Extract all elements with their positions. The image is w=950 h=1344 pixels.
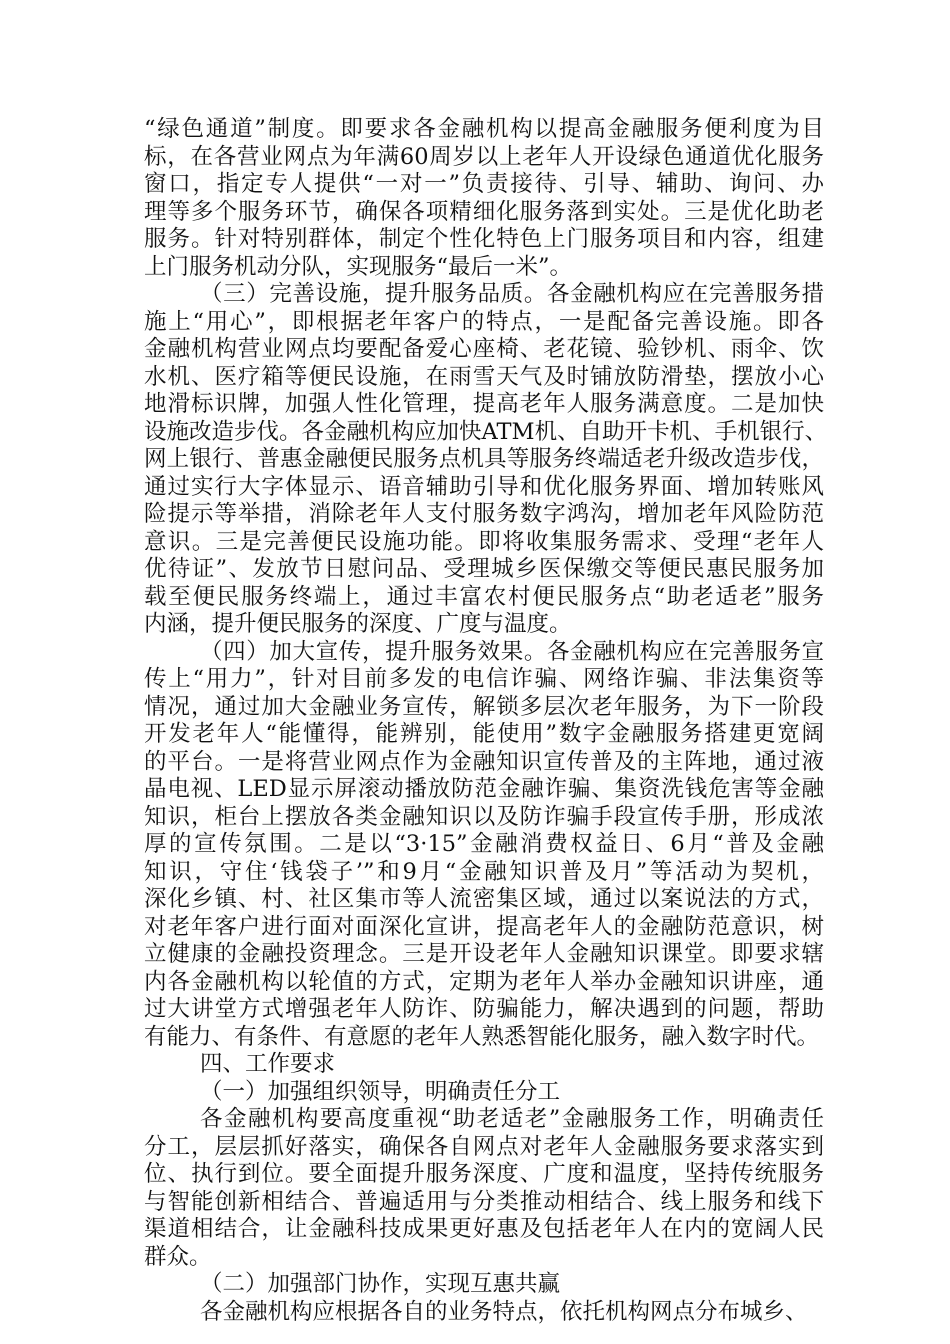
text-line: 标，在各营业网点为年满60周岁以上老年人开设绿色通道优化服务 <box>144 143 824 170</box>
text-line: 位、执行到位。要全面提升服务深度、广度和温度，坚持传统服务 <box>144 1161 824 1187</box>
text-line: 意识。三是完善便民设施功能。即将收集服务需求、受理“老年人 <box>144 528 824 555</box>
text-line: 水机、医疗箱等便民设施，在雨雪天气及时铺放防滑垫，摆放小心 <box>144 363 824 390</box>
text-line: 晶电视、LED显示屏滚动播放防范金融诈骗、集资洗钱危害等金融 <box>144 776 824 802</box>
text-line: 各金融机构应根据各自的业务特点，依托机构网点分布城乡、 <box>200 1298 808 1325</box>
text-line: 上门服务机动分队，实现服务“最后一米”。 <box>144 253 573 280</box>
paragraph-publicity <box>144 639 824 1052</box>
paragraph-cooperation <box>144 1299 824 1327</box>
text-line: 对老年客户进行面对面深化宣讲，提高老年人的金融防范意识，树 <box>144 913 824 940</box>
text-line: 施上“用心”，即根据老年客户的特点，一是配备完善设施。即各 <box>144 308 824 335</box>
paragraph <box>144 116 824 281</box>
section-heading <box>144 1051 824 1079</box>
text-line: 内涵，提升便民服务的深度、广度与温度。 <box>144 611 572 637</box>
paragraph-facilities <box>144 281 828 639</box>
text-line: 各金融机构要高度重视“助老适老”金融服务工作，明确责任 <box>200 1106 824 1132</box>
text-line: 服务。针对特别群体，制定个性化特色上门服务项目和内容，组建 <box>144 226 824 252</box>
subsection-heading-text: （一）加强组织领导，明确责任分工 <box>200 1078 561 1105</box>
text-line: 网上银行、普惠金融便民服务点机具等服务终端适老升级改造步伐， <box>144 446 824 472</box>
text-line: 立健康的金融投资理念。三是开设老年人金融知识课堂。即要求辖 <box>144 941 824 967</box>
text-line: 险提示等举措，消除老年人支付服务数字鸿沟，增加老年风险防范 <box>144 501 824 527</box>
paragraph-organization <box>144 1106 824 1271</box>
text-line: 金融机构营业网点均要配备爱心座椅、老花镜、验钞机、雨伞、饮 <box>144 336 824 362</box>
text-line: 群众。 <box>144 1243 212 1270</box>
text-line: 渠道相结合，让金融科技成果更好惠及包括老年人在内的宽阔人民 <box>144 1216 824 1242</box>
text-line: 通过实行大字体显示、语音辅助引导和优化服务界面、增加转账风 <box>144 473 824 500</box>
text-line: （三）完善设施，提升服务品质。各金融机构应在完善服务措 <box>200 281 824 307</box>
text-line: 分工，层层抓好落实，确保各自网点对老年人金融服务要求落实到 <box>144 1133 824 1160</box>
text-line: 地滑标识牌，加强人性化管理，提高老年人服务满意度。二是加快 <box>144 391 824 417</box>
text-line: “绿色通道”制度。即要求各金融机构以提高金融服务便利度为目 <box>144 116 824 142</box>
text-line: 知识，柜台上摆放各类金融知识以及防诈骗手段宣传手册，形成浓 <box>144 803 824 830</box>
section-heading-text: 四、工作要求 <box>200 1051 336 1077</box>
subsection-heading <box>144 1271 824 1299</box>
text-line: 优待证”、发放节日慰问品、受理城乡医保缴交等便民惠民服务加 <box>144 556 824 582</box>
text-line: 传上“用力”，针对目前多发的电信诈骗、网络诈骗、非法集资等 <box>144 666 824 692</box>
text-line: 窗口，指定专人提供“一对一”负责接待、引导、辅助、询问、办 <box>144 171 824 197</box>
text-line: 有能力、有条件、有意愿的老年人熟悉智能化服务，融入数字时代。 <box>144 1023 820 1050</box>
text-line: 内各金融机构以轮值的方式，定期为老年人举办金融知识讲座，通 <box>144 968 824 995</box>
text-line: 厚的宣传氛围。二是以“3·15”金融消费权益日、6月“普及金融 <box>144 831 824 857</box>
subsection-heading-text: （二）加强部门协作，实现互惠共赢 <box>200 1271 561 1297</box>
text-line: （四）加大宣传，提升服务效果。各金融机构应在完善服务宣 <box>200 638 824 665</box>
text-line: 载至便民服务终端上，通过丰富农村便民服务点“助老适老”服务 <box>144 583 824 610</box>
text-line: 深化乡镇、村、社区集市等人流密集区域，通过以案说法的方式， <box>144 886 824 912</box>
text-line: 的平台。一是将营业网点作为金融知识宣传普及的主阵地，通过液 <box>144 748 824 775</box>
text-line: 与智能创新相结合、普遍适用与分类推动相结合、线上服务和线下 <box>144 1188 824 1215</box>
text-line: 开发老年人“能懂得，能辨别，能使用”数字金融服务搭建更宽阔 <box>144 721 824 747</box>
text-line: 知识，守住‘钱袋子’”和9月“金融知识普及月”等活动为契机， <box>144 858 824 885</box>
text-line: 设施改造步伐。各金融机构应加快ATM机、自助开卡机、手机银行、 <box>144 418 828 445</box>
document-page <box>144 116 828 1326</box>
text-line: 理等多个服务环节，确保各项精细化服务落到实处。三是优化助老 <box>144 198 824 225</box>
text-line: 过大讲堂方式增强老年人防诈、防骗能力，解决遇到的问题，帮助 <box>144 996 824 1022</box>
subsection-heading <box>144 1079 824 1107</box>
text-line: 情况，通过加大金融业务宣传，解锁多层次老年服务，为下一阶段 <box>144 693 824 720</box>
